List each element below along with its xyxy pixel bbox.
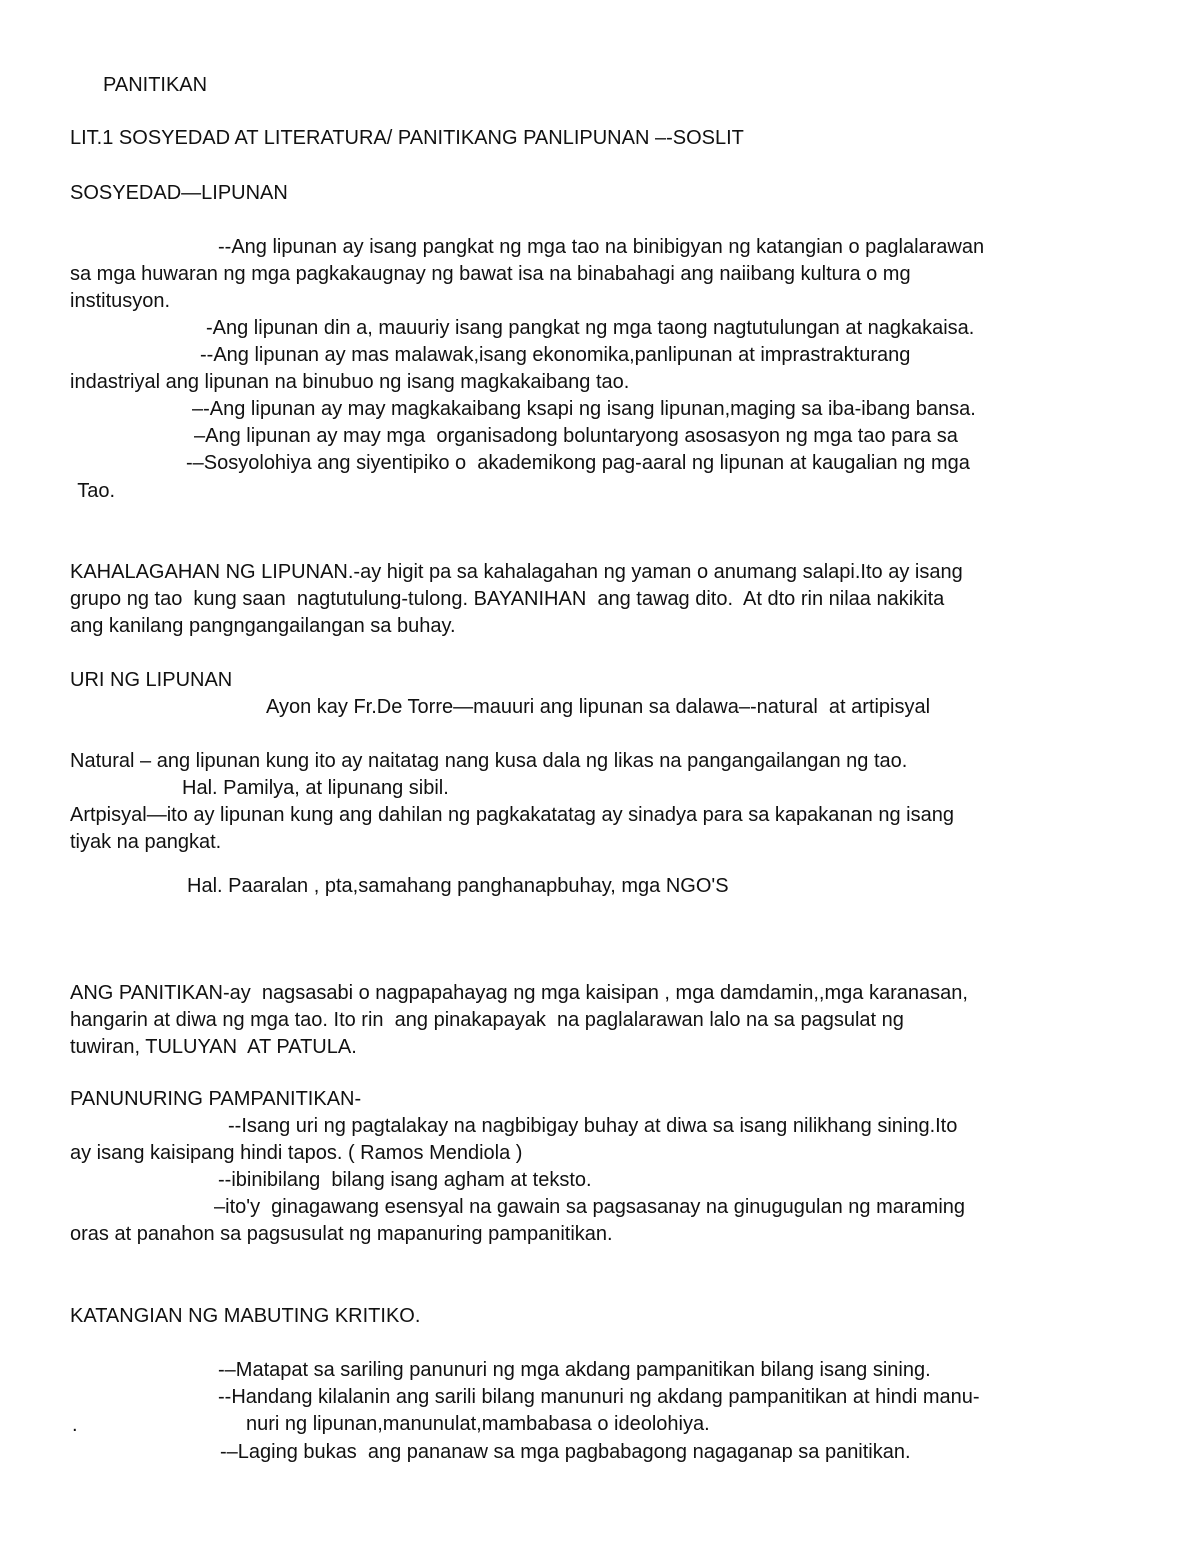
paragraph-line: -Ang lipunan din a, mauuriy isang pangkat ng mga taong nagtutulungan at nagkakaisa. xyxy=(206,317,975,339)
paragraph-line: -–Sosyolohiya ang siyentipiko o akademikong pag-aaral ng lipunan at kaugalian ng mga xyxy=(186,452,970,474)
paragraph-line: tuwiran, TULUYAN AT PATULA. xyxy=(70,1036,357,1058)
list-item: --Handang kilalanin ang sarili bilang manunuri ng akdang pampanitikan at hindi manu- xyxy=(218,1386,980,1408)
paragraph-line: --ibinibilang bilang isang agham at teksto. xyxy=(218,1169,592,1191)
paragraph-line: --Ang lipunan ay mas malawak,isang ekonomika,panlipunan at imprastrakturang xyxy=(200,344,911,366)
paragraph-line: ang kanilang pangngangailangan sa buhay. xyxy=(70,615,456,637)
paragraph-line: grupo ng tao kung saan nagtutulung-tulong. BAYANIHAN ang tawag dito. At dto rin nilaa nakikita xyxy=(70,588,945,610)
document-title: PANITIKAN xyxy=(103,74,208,96)
paragraph-line: Artpisyal—ito ay lipunan kung ang dahilan ng pagkakatatag ay sinadya para sa kapakanan ng isang xyxy=(70,804,954,826)
paragraph-line: Tao. xyxy=(72,480,115,502)
paragraph-line: oras at panahon sa pagsusulat ng mapanuring pampanitikan. xyxy=(70,1223,613,1245)
section-heading: PANUNURING PAMPANITIKAN- xyxy=(70,1088,362,1110)
paragraph-line: institusyon. xyxy=(70,290,171,312)
section-heading: KATANGIAN NG MABUTING KRITIKO. xyxy=(70,1305,421,1327)
paragraph-line: --Isang uri ng pagtalakay na nagbibigay buhay at diwa sa isang nilikhang sining.Ito xyxy=(228,1115,958,1137)
section-heading: LIT.1 SOSYEDAD AT LITERATURA/ PANITIKANG PANLIPUNAN –-SOSLIT xyxy=(70,127,744,149)
paragraph-line: hangarin at diwa ng mga tao. Ito rin ang pinakapayak na paglalarawan lalo na sa pagsulat ng xyxy=(70,1009,904,1031)
example-line: Hal. Paaralan , pta,samahang panghanapbuhay, mga NGO'S xyxy=(187,875,729,897)
paragraph-line: sa mga huwaran ng mga pagkakaugnay ng bawat isa na binabahagi ang naiibang kultura o mg xyxy=(70,263,911,285)
paragraph-line: --Ang lipunan ay isang pangkat ng mga tao na binibigyan ng katangian o paglalarawan xyxy=(218,236,985,258)
section-heading: URI NG LIPUNAN xyxy=(70,669,233,691)
paragraph-line: KAHALAGAHAN NG LIPUNAN.-ay higit pa sa kahalagahan ng yaman o anumang salapi.Ito ay isang xyxy=(70,561,963,583)
example-line: Hal. Pamilya, at lipunang sibil. xyxy=(182,777,449,799)
paragraph-line: Natural – ang lipunan kung ito ay naitatag nang kusa dala ng likas na pangangailangan ng tao. xyxy=(70,750,908,772)
paragraph-line: tiyak na pangkat. xyxy=(70,831,222,853)
list-item: -–Matapat sa sariling panunuri ng mga akdang pampanitikan bilang isang sining. xyxy=(218,1359,931,1381)
paragraph-line: Ayon kay Fr.De Torre—mauuri ang lipunan sa dalawa–-natural at artipisyal xyxy=(266,696,931,718)
section-subheading: SOSYEDAD—LIPUNAN xyxy=(70,182,288,204)
paragraph-line: ANG PANITIKAN-ay nagsasabi o nagpapahayag ng mga kaisipan , mga damdamin,,mga karanasan, xyxy=(70,982,968,1004)
paragraph-line: ay isang kaisipang hindi tapos. ( Ramos Mendiola ) xyxy=(70,1142,523,1164)
paragraph-line: –ito'y ginagawang esensyal na gawain sa pagsasanay na ginugugulan ng maraming xyxy=(214,1196,966,1218)
paragraph-line: indastriyal ang lipunan na binubuo ng isang magkakaibang tao. xyxy=(70,371,630,393)
paragraph-line: –-Ang lipunan ay may magkakaibang ksapi ng isang lipunan,maging sa iba-ibang bansa. xyxy=(192,398,976,420)
stray-period: . xyxy=(72,1414,78,1436)
paragraph-line: –Ang lipunan ay may mga organisadong boluntaryong asosasyon ng mga tao para sa xyxy=(194,425,958,447)
list-item: nuri ng lipunan,manunulat,mambabasa o ideolohiya. xyxy=(246,1413,710,1435)
list-item: -–Laging bukas ang pananaw sa mga pagbabagong nagaganap sa panitikan. xyxy=(220,1441,911,1463)
